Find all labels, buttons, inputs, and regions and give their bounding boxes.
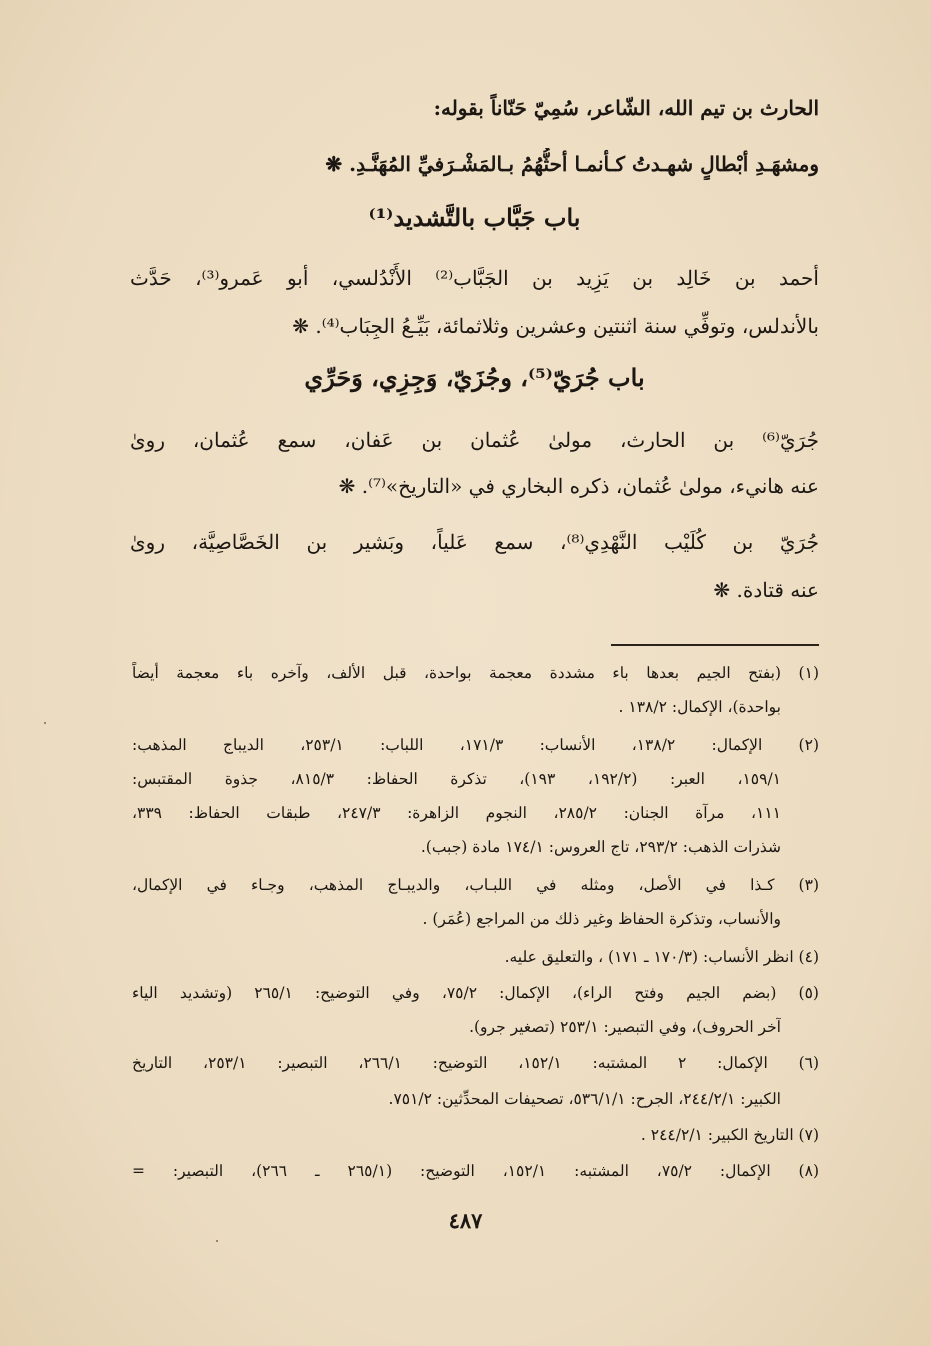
footnote-3-line-1: (٣) كـذا في الأصل، ومثله في اللبـاب، والديبـاج المذهب، وجـاء في الإكمال، (132, 876, 819, 894)
footnote-2-line-4: شذرات الذهب: ٢٩٣/٢، تاج العروس: ١٧٤/١ مادة (جبب). (420, 838, 781, 856)
footnote-8-line-1: (٨) الإكمال: ٧٥/٢، المشتبه: ١٥٢/١، التوضيح: (٢٦٥/١ ـ ٢٦٦)، التبصير: = (132, 1162, 819, 1180)
intro-line: الحارث بن تيم الله، الشّاعر، سُمِيّ حَنّاناً بقوله: (433, 96, 819, 120)
scan-speck (44, 722, 46, 724)
para-1-line-2: بالأندلس، وتوفِّي سنة اثنتين وعشرين وثلاثمائة، بَيِّـعُ الجِبَاب⁽⁴⁾. ❋ (292, 314, 819, 338)
footnote-2-line-2: ١٥٩/١، العبر: (١٩٢/٢، ١٩٣)، تذكرة الحفاظ: ٨١٥/٣، جذوة المقتبس: (132, 770, 781, 788)
footnote-separator (611, 644, 819, 646)
footnote-3-line-2: والأنساب، وتذكرة الحفاظ وغير ذلك من المراجع (عُمَر) . (422, 910, 781, 928)
scan-speck (216, 1240, 218, 1242)
para-2-line-1: جُرَيّ⁽⁶⁾ بن الحارث، مولىٰ عُثمان بن عَفان، سمع عُثمان، روىٰ (130, 428, 819, 452)
footnote-2-line-1: (٢) الإكمال: ١٣٨/٢، الأنساب: ١٧١/٣، اللباب: ٢٥٣/١، الديباج المذهب: (132, 736, 819, 754)
footnote-1-line-1: (١) (بفتح الجيم بعدها باء مشددة معجمة بواحدة، قبل الألف، وآخره باء معجمة أيضاً (132, 664, 819, 682)
footnote-5-line-2: آخر الحروف)، وفي التبصير: ٢٥٣/١ (تصغير جرو). (469, 1018, 781, 1036)
verse-line: ومشهَـدِ أبْطالٍ شهـدتُ كـأنمـا أحثُّهُمُ بـالمَشْـرَفيِّ المُهَنَّـدِ. ❋ (325, 152, 819, 176)
footnote-6-line-1: (٦) الإكمال: ٢ المشتبه: ١٥٢/١، التوضيح: ٢٦٦/١، التبصير: ٢٥٣/١، التاريخ (132, 1054, 819, 1072)
footnote-1-line-2: بواحدة)، الإكمال: ١٣٨/٢ . (618, 698, 781, 716)
para-2-line-2: عنه هانيء، مولىٰ عُثمان، ذكره البخاري في «التاريخ»⁽⁷⁾. ❋ (338, 474, 819, 498)
footnote-7-line-1: (٧) التاريخ الكبير: ٢٤٤/٢/١ . (640, 1126, 819, 1144)
footnote-5-line-1: (٥) (بضم الجيم وفتح الراء)، الإكمال: ٧٥/٢، وفي التوضيح: ٢٦٥/١ (وتشديد الياء (132, 984, 819, 1002)
para-3-line-1: جُرَيّ بن كُلَيْب النَّهْدِي⁽⁸⁾، سمع عَلياً، وبَشير بن الخَصَّاصِيَّة، روىٰ (130, 530, 819, 554)
footnote-6-line-2: الكبير: ٢٤٤/٢/١، الجرح: ٥٣٦/١/١، تصحيفات المحدِّثين: ٧٥١/٢. (388, 1090, 781, 1108)
para-3-line-2: عنه قتادة. ❋ (713, 578, 819, 602)
footnote-2-line-3: ١١١، مرآة الجنان: ٢٨٥/٢، النجوم الزاهرة: ٢٤٧/٣، طبقات الحفاظ: ٣٣٩، (132, 804, 781, 822)
section-heading-jurayy: باب جُرَيّ⁽⁵⁾، وجُزَيّ، وَجِزِي، وَحَرِّي (304, 363, 645, 392)
section-heading-jabbab: باب جَبَّاب بالتَّشديد⁽¹⁾ (368, 203, 581, 232)
para-1-line-1: أحمد بن خَالِد بن يَزِيد بن الجَبَّاب⁽²⁾ الأَنْدُلسي، أبو عَمرو⁽³⁾، حَدَّث (130, 266, 819, 290)
page-number: ٤٨٧ (448, 1208, 483, 1233)
footnote-4-line-1: (٤) انظر الأنساب: (١٧٠/٣ ـ ١٧١) ، والتعليق عليه. (504, 948, 819, 966)
